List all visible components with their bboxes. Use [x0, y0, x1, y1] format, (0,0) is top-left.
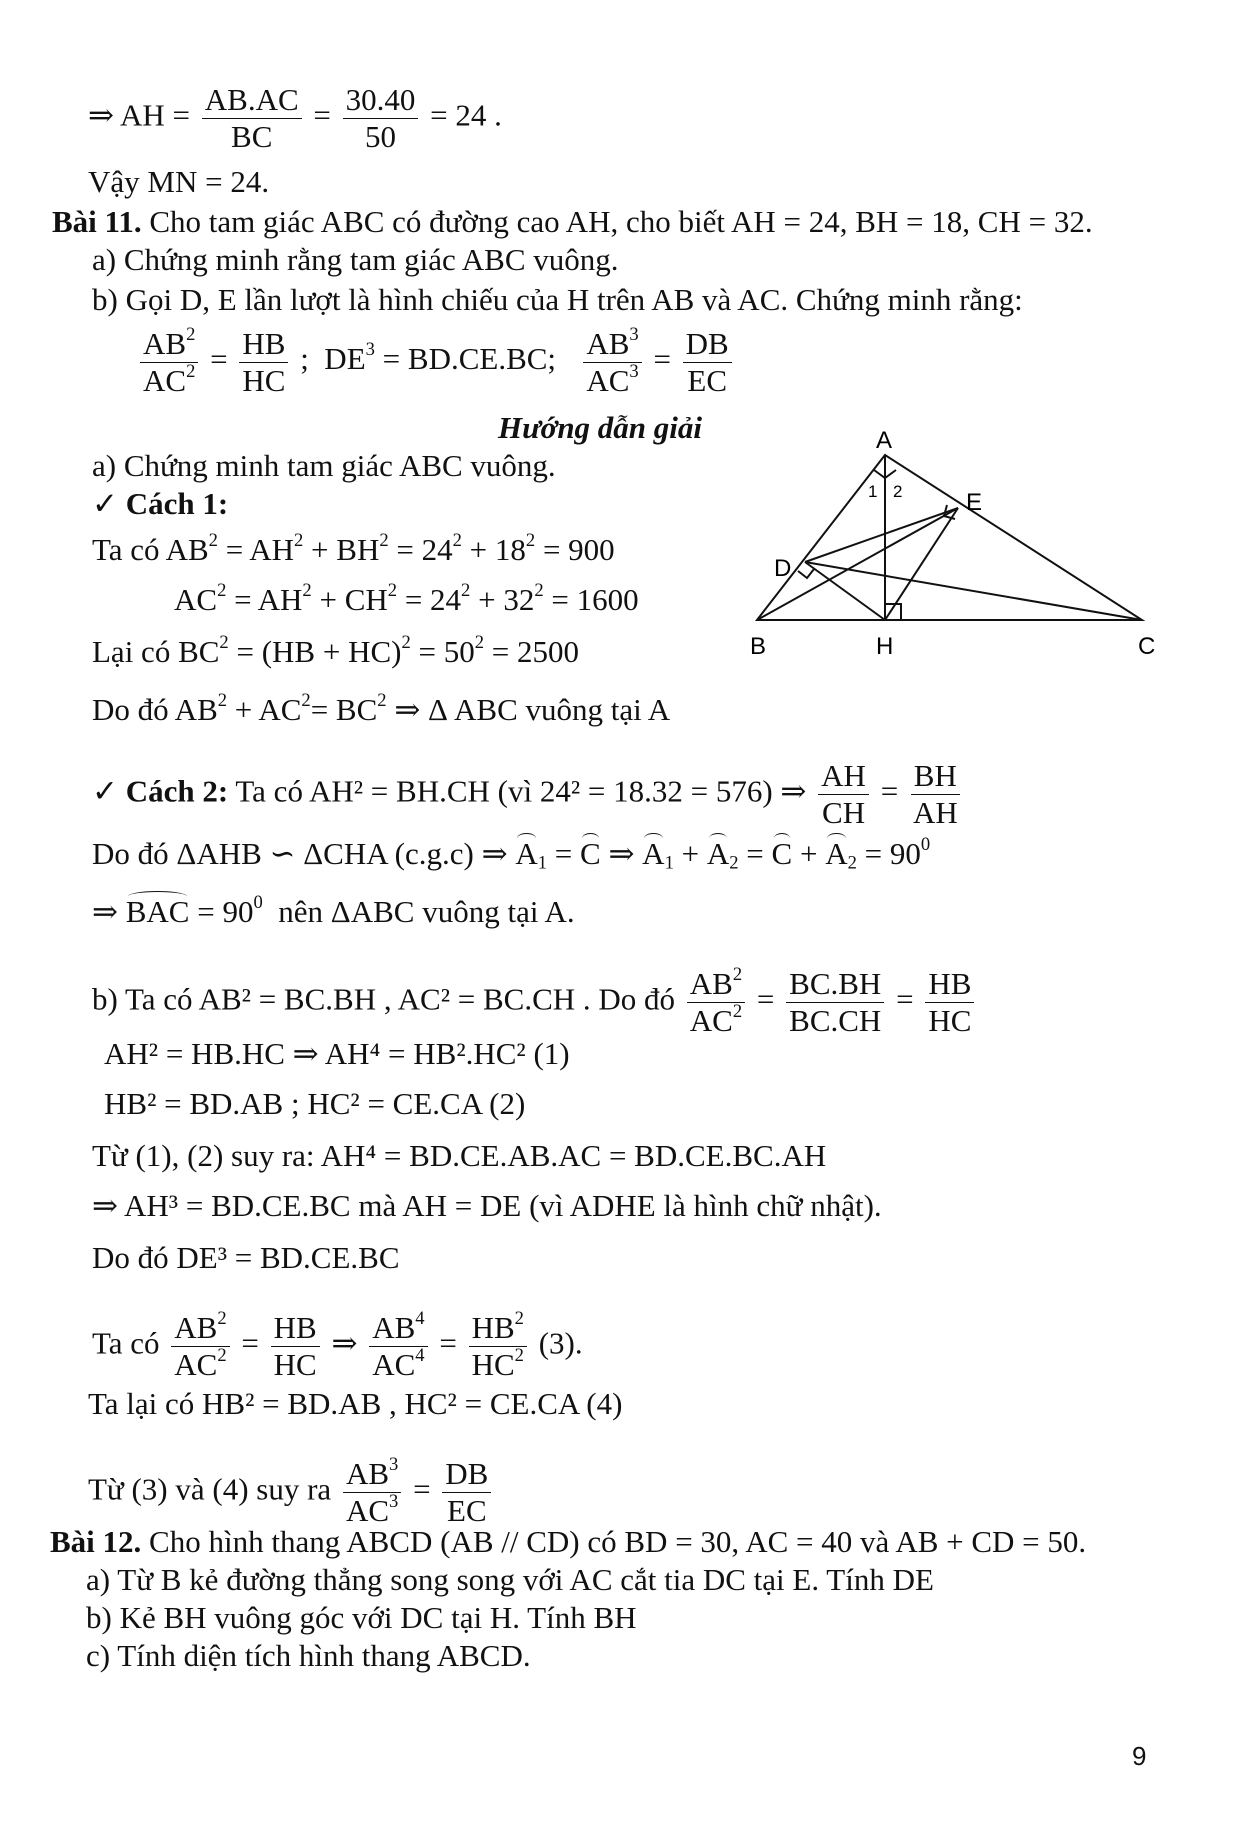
segment-de [805, 508, 958, 562]
angle-label: 2 [893, 482, 903, 501]
cach1-heading: ✓ Cách 1: [92, 486, 229, 522]
fraction-ab-ac-over-bc: $\frac{AB.AC}{BC}$ [202, 82, 302, 154]
triangle-abc [757, 455, 1142, 620]
figure-label: E [966, 489, 983, 516]
bai11-statement [52, 204, 1093, 240]
cach1-line3: Lại có $BC^2 = (HB + HC)^2 = 50^2 = 2500$ [92, 632, 580, 669]
cach1-line2: $AC^2 = AH^2 + CH^2 = 24^2 + 32^2 = 1600$ [174, 580, 639, 617]
checkmark-icon: ✓ [92, 773, 118, 810]
bac-line: ⇒ BAC = $90^0$ nên ΔABC vuông tại A. [92, 892, 575, 929]
angle-label: 1 [868, 482, 878, 501]
bai11-part-b: b) Gọi D, E lần lượt là hình chiếu của H trên AB và AC. Chứng minh rằng: [92, 282, 1023, 317]
cach2-line: ✓ Cách 2: Ta có AH² = BH.CH (vì 24² = 18.32 = 576) ⇒ $\frac{AH}{CH}$ = $\frac{BH}{AH}$ [92, 758, 965, 830]
figure-label: D [774, 555, 792, 582]
segment-dc [805, 562, 1142, 620]
solution-part-a: a) Chứng minh tam giác ABC vuông. [92, 448, 556, 483]
figure-label: C [1138, 633, 1156, 660]
bai12-part-a: a) Từ B kẻ đường thẳng song song với AC cắt tia DC tại E. Tính DE [86, 1562, 934, 1597]
figure-label: H [876, 633, 894, 660]
bai12-statement [50, 1524, 1086, 1560]
triangle-figure [730, 420, 1170, 680]
bai11-label: Bài 11. [52, 204, 142, 239]
checkmark-icon: ✓ [92, 486, 118, 522]
cach1-line4: Do đó $AB^2 + AC^2= BC^2$ ⇒ Δ ABC vuông tại A [92, 690, 671, 727]
intro-equation: ⇒ AH = $\frac{AB.AC}{BC}$ = $\frac{30.40}{50}$ = 24 . [88, 82, 502, 154]
page-number: 9 [1132, 1741, 1147, 1771]
equation-8: Từ (3) và (4) suy ra $\frac{AB^3}{AC^3}$ = $\frac{DB}{EC}$ [88, 1456, 495, 1528]
equation-1: AH² = HB.HC ⇒ AH⁴ = HB².HC² (1) [104, 1036, 570, 1071]
equation-4: ⇒ AH³ = BD.CE.BC mà AH = DE (vì ADHE là hình chữ nhật). [92, 1188, 882, 1223]
fraction-30-40-over-50: $\frac{30.40}{50}$ [343, 82, 419, 154]
bai11-claims: $\frac{AB^2}{AC^2}$ = $\frac{HB}{HC}$ ; $DE^3 = BD.CE.BC$; $\frac{AB^3}{AC^3}$ = $\frac{DB}{EC}$ [136, 326, 736, 398]
intro-conclusion: Vậy MN = 24. [88, 164, 270, 199]
equation-6: Ta có $\frac{AB^2}{AC^2}$ = $\frac{HB}{HC}$ ⇒ $\frac{AB^4}{AC^4}$ = $\frac{HB^2}{HC^2}$ (3). [92, 1308, 583, 1382]
bai12-text: Cho hình thang ABCD (AB // CD) có BD = 30, AC = 40 và AB + CD = 50. [149, 1524, 1087, 1559]
cach1-line1: Ta có $AB^2 = AH^2 + BH^2 = 24^2 + 18^2 = 900$ [92, 530, 615, 567]
right-angle-mark-d [798, 569, 814, 578]
equation-7: Ta lại có HB² = BD.AB , HC² = CE.CA (4) [88, 1386, 623, 1421]
bai12-label: Bài 12. [50, 1524, 142, 1559]
bai11-text: Cho tam giác ABC có đường cao AH, cho biết AH = 24, BH = 18, CH = 32. [149, 204, 1093, 239]
bai12-part-c: c) Tính diện tích hình thang ABCD. [86, 1638, 531, 1673]
equation-2: HB² = BD.AB ; HC² = CE.CA (2) [104, 1086, 526, 1121]
equation-5: Do đó DE³ = BD.CE.BC [92, 1240, 400, 1275]
solution-part-b-intro: b) Ta có AB² = BC.BH , AC² = BC.CH . Do đó $\frac{AB^2}{AC^2}$ = $\frac{BC.BH}{BC.CH}$ = $\frac{HB}{HC}$ [92, 966, 978, 1038]
bai12-part-b: b) Kẻ BH vuông góc với DC tại H. Tính BH [86, 1600, 637, 1635]
figure-label: B [750, 633, 767, 660]
similarity-line: Do đó ΔAHB ∽ ΔCHA (c.g.c) ⇒ $A_1 = C$ ⇒ $A_1 + A_2 = C + A_2 = 90^0$ [92, 834, 931, 874]
equation-3: Từ (1), (2) suy ra: AH⁴ = BD.CE.AB.AC = BD.CE.BC.AH [92, 1138, 827, 1173]
intro-lhs: ⇒ AH = [88, 97, 191, 133]
guide-heading: Hướng dẫn giải [498, 410, 703, 445]
bai11-part-a: a) Chứng minh rằng tam giác ABC vuông. [92, 242, 619, 277]
figure-label: A [876, 427, 893, 454]
